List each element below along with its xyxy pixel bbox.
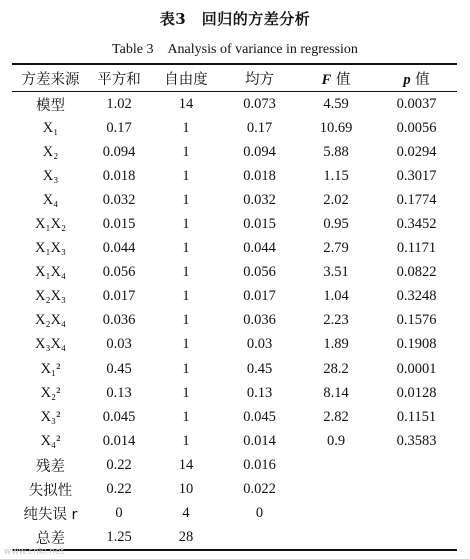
cell-mean-square: 0.014	[243, 432, 276, 449]
cell-sum-of-squares: 0.22	[106, 481, 132, 498]
cell-mean-square: 0.022	[243, 481, 276, 498]
cell-source: X₁X₄	[34, 264, 67, 281]
cell-f-value: 1.04	[323, 288, 349, 305]
watermark: www.cnki.net	[4, 547, 65, 557]
table-row	[12, 285, 457, 309]
cell-degrees-of-freedom: 1	[182, 336, 190, 353]
cell-p-value: 0.1576	[396, 312, 437, 329]
cell-mean-square: 0	[255, 505, 264, 522]
cell-p-value: 0.1151	[396, 408, 437, 425]
cell-mean-square: 0.015	[243, 216, 276, 233]
cell-source: X₂²	[40, 384, 61, 401]
cell-sum-of-squares: 0.045	[102, 408, 136, 425]
cell-degrees-of-freedom: 1	[182, 119, 190, 136]
table-row	[12, 261, 457, 285]
table-row	[12, 453, 457, 477]
table-row	[12, 333, 457, 357]
cell-sum-of-squares: 0.22	[106, 456, 132, 473]
cell-p-value: 0.3583	[396, 432, 437, 449]
cell-source: X₃X₄	[34, 336, 67, 353]
cell-sum-of-squares: 0.015	[102, 216, 136, 233]
cell-source: 残差	[36, 458, 65, 475]
cell-f-value: 2.23	[323, 312, 349, 329]
cell-sum-of-squares: 0.018	[102, 167, 136, 184]
cell-mean-square: 0.044	[243, 240, 276, 257]
table-row	[12, 212, 457, 236]
cell-sum-of-squares: 0.45	[106, 360, 132, 377]
cell-source: 失拟性	[28, 483, 73, 500]
cell-f-value: 28.2	[323, 360, 349, 377]
cell-mean-square: 0.036	[243, 312, 276, 329]
cell-sum-of-squares: 0.036	[102, 312, 136, 329]
cell-mean-square: 0.018	[243, 167, 276, 184]
cell-degrees-of-freedom: 1	[182, 143, 190, 160]
header-f-suffix: 值	[331, 71, 351, 88]
cell-degrees-of-freedom: 4	[182, 505, 190, 522]
cell-degrees-of-freedom: 1	[182, 432, 190, 449]
cell-degrees-of-freedom: 10	[178, 481, 194, 498]
table-row	[12, 116, 457, 140]
cell-degrees-of-freedom: 1	[182, 240, 190, 257]
cell-p-value: 0.1908	[396, 336, 437, 353]
table-row	[12, 237, 457, 261]
cell-degrees-of-freedom: 1	[182, 408, 190, 425]
cell-sum-of-squares: 0	[115, 505, 123, 522]
cell-source: X₂X₄	[34, 312, 67, 329]
table-row	[12, 381, 457, 405]
cell-f-value: 3.51	[323, 264, 349, 281]
table-row	[12, 429, 457, 453]
cell-sum-of-squares: 0.03	[106, 336, 132, 353]
cell-degrees-of-freedom: 1	[182, 167, 190, 184]
cell-sum-of-squares: 0.056	[102, 264, 136, 281]
cell-source: X₄	[42, 191, 59, 208]
anova-table	[12, 65, 457, 548]
cell-sum-of-squares: 0.13	[106, 384, 132, 401]
cell-source: X₁	[42, 119, 59, 136]
cell-degrees-of-freedom: 14	[178, 456, 194, 473]
cell-source: 纯失误 r	[23, 507, 78, 524]
cell-p-value: 0.3248	[396, 288, 437, 305]
cell-f-value: 2.82	[323, 408, 349, 425]
cell-source: X₁X₃	[34, 240, 67, 257]
cell-source: X₃²	[40, 408, 61, 425]
cell-mean-square: 0.094	[243, 143, 276, 160]
header-p-var: p	[403, 71, 411, 88]
cell-degrees-of-freedom: 1	[182, 288, 190, 305]
cell-source: X₂	[42, 143, 59, 160]
table-row	[12, 357, 457, 381]
table-caption-en: Table 3 Analysis of variance in regression	[112, 42, 358, 57]
cell-f-value: 1.15	[323, 167, 349, 184]
header-f-value	[296, 68, 376, 89]
cell-mean-square: 0.032	[243, 191, 276, 208]
cell-source: 模型	[36, 97, 65, 114]
cell-mean-square: 0.03	[246, 336, 273, 353]
cell-source: X₂X₃	[34, 288, 67, 305]
table-row	[12, 478, 457, 502]
table-caption-cn: 表3 回归的方差分析	[159, 10, 311, 28]
cell-degrees-of-freedom: 28	[178, 529, 194, 546]
cell-p-value: 0.0128	[396, 384, 437, 401]
header-sum-of-squares: 平方和	[97, 71, 141, 88]
table-row	[12, 140, 457, 164]
cell-sum-of-squares: 1.02	[106, 95, 132, 112]
cell-p-value: 0.3017	[396, 167, 437, 184]
cell-f-value: 1.89	[323, 336, 349, 353]
cell-f-value: 2.02	[323, 191, 349, 208]
cell-sum-of-squares: 0.032	[102, 191, 136, 208]
cell-sum-of-squares: 1.25	[106, 529, 132, 546]
cell-p-value: 0.0822	[396, 264, 437, 281]
header-p-suffix: 值	[410, 71, 430, 88]
header-p-value	[376, 68, 457, 89]
cell-p-value: 0.1774	[396, 191, 437, 208]
table-row	[12, 164, 457, 188]
cell-degrees-of-freedom: 14	[178, 95, 194, 112]
cell-f-value: 0.95	[323, 216, 349, 233]
cell-p-value: 0.3452	[396, 216, 437, 233]
cell-mean-square: 0.016	[243, 456, 276, 473]
cell-source: X₁²	[40, 360, 61, 377]
cell-degrees-of-freedom: 1	[182, 216, 190, 233]
cell-degrees-of-freedom: 1	[182, 264, 190, 281]
cell-sum-of-squares: 0.094	[102, 143, 136, 160]
cell-mean-square: 0.13	[246, 384, 273, 401]
cell-f-value: 10.69	[319, 119, 353, 136]
cell-p-value: 0.1171	[396, 240, 437, 257]
cell-mean-square: 0.045	[243, 408, 276, 425]
cell-mean-square: 0.056	[243, 264, 276, 281]
cell-degrees-of-freedom: 1	[182, 312, 190, 329]
cell-sum-of-squares: 0.044	[102, 240, 136, 257]
cell-mean-square: 0.017	[243, 288, 276, 305]
header-degrees-of-freedom: 自由度	[164, 71, 208, 88]
cell-source: X₃	[42, 167, 59, 184]
table-row	[12, 405, 457, 429]
cell-mean-square: 0.45	[246, 360, 273, 377]
cell-f-value: 2.79	[323, 240, 349, 257]
cell-source: 总差	[36, 531, 65, 548]
table-header-row	[12, 65, 457, 91]
cell-p-value: 0.0001	[396, 360, 437, 377]
table-row	[12, 188, 457, 212]
cell-sum-of-squares: 0.014	[102, 432, 136, 449]
cell-mean-square: 0.17	[246, 119, 273, 136]
table-row	[12, 92, 457, 116]
cell-p-value: 0.0037	[396, 95, 437, 112]
cell-f-value: 0.9	[326, 432, 346, 449]
table-row	[12, 309, 457, 333]
cell-f-value: 8.14	[323, 384, 349, 401]
cell-degrees-of-freedom: 1	[182, 191, 190, 208]
header-source: 方差来源	[21, 71, 80, 88]
header-mean-square: 均方	[245, 71, 274, 88]
cell-p-value: 0.0294	[396, 143, 437, 160]
header-f-var: F	[321, 71, 332, 88]
cell-f-value: 5.88	[323, 143, 349, 160]
cell-sum-of-squares: 0.017	[102, 288, 136, 305]
table-body	[12, 92, 457, 550]
cell-mean-square: 0.073	[243, 95, 276, 112]
cell-source: X₁X₂	[34, 216, 67, 233]
cell-f-value: 4.59	[323, 95, 349, 112]
cell-degrees-of-freedom: 1	[182, 384, 190, 401]
cell-source: X₄²	[40, 432, 61, 449]
cell-sum-of-squares: 0.17	[106, 119, 132, 136]
table-row	[12, 502, 457, 526]
cell-degrees-of-freedom: 1	[182, 360, 190, 377]
cell-p-value: 0.0056	[396, 119, 437, 136]
table-row	[12, 526, 457, 550]
